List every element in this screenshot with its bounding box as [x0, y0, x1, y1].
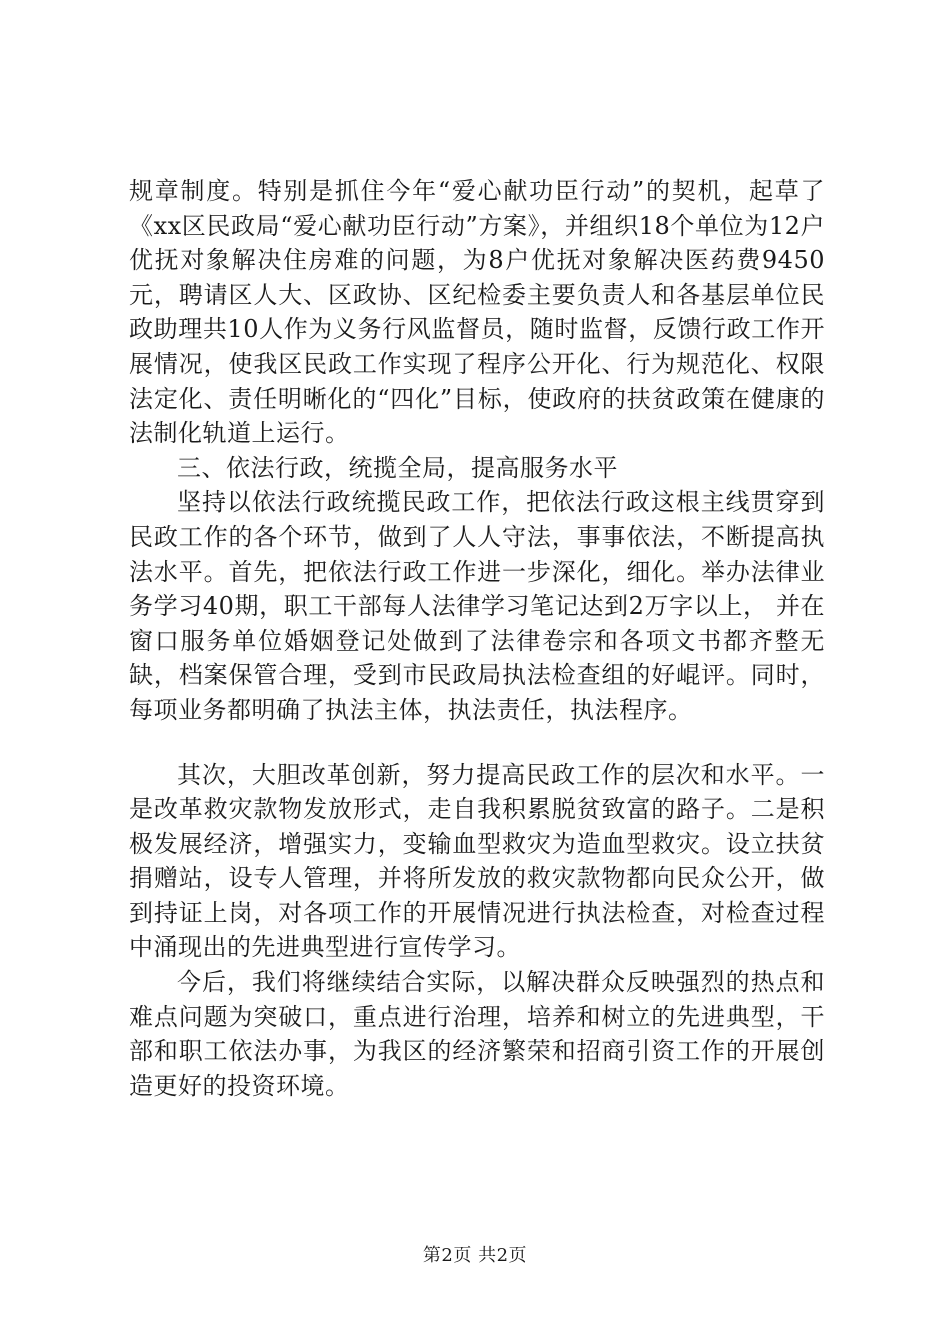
paragraph-reform: 其次，大胆改革创新，努力提高民政工作的层次和水平。一是改革救灾款物发放形式，走自我积累脱贫致富的路子。二是积极发展经济，增强实力，变输血型救灾为造血型救灾。设立扶贫捐赠站，设专人管理，并将所发放的救灾款物都向民众公开，做到持证上岗，对各项工作的开展情况进行执法检查，对检查过程中涌现出的先进典型进行宣传学习。	[129, 760, 825, 962]
paragraph-continuation: 规章制度。特别是抓住今年“爱心献功臣行动”的契机，起草了《xx区民政局“爱心献功臣行动”方案》，并组织18个单位为12户优抚对象解决住房难的问题，为8户优抚对象解决医药费9450元，聘请区人大、区政协、区纪检委主要负责人和各基层单位民政助理共10人作为义务行风监督员，随时监督，反馈行政工作开展情况，使我区民政工作实现了程序公开化、行为规范化、权限法定化、责任明晰化的“四化”目标，使政府的扶贫政策在健康的法制化轨道上运行。	[129, 177, 825, 448]
paragraph-future: 今后，我们将继续结合实际，以解决群众反映强烈的热点和难点问题为突破口，重点进行治理，培养和树立的先进典型，干部和职工依法办事，为我区的经济繁荣和招商引资工作的开展创造更好的投资环境。	[129, 968, 825, 1100]
page-number-footer: 第2页 共2页	[422, 1245, 528, 1266]
document-body	[129, 174, 825, 1103]
section-heading: 三、依法行政，统揽全局，提高服务水平	[177, 453, 618, 482]
paragraph-spacer	[129, 728, 825, 758]
paragraph-law-enforcement: 坚持以依法行政统揽民政工作，把依法行政这根主线贯穿到民政工作的各个环节，做到了人人守法，事事依法，不断提高执法水平。首先，把依法行政工作进一步深化，细化。举办法律业务学习40期，职工干部每人法律学习笔记达到2万字以上， 并在窗口服务单位婚姻登记处做到了法律卷宗和各项文书都齐整无缺，档案保管合理，受到市民政局执法检查组的好崐评。同时，每项业务都明确了执法主体，执法责任，执法程序。	[129, 488, 825, 724]
